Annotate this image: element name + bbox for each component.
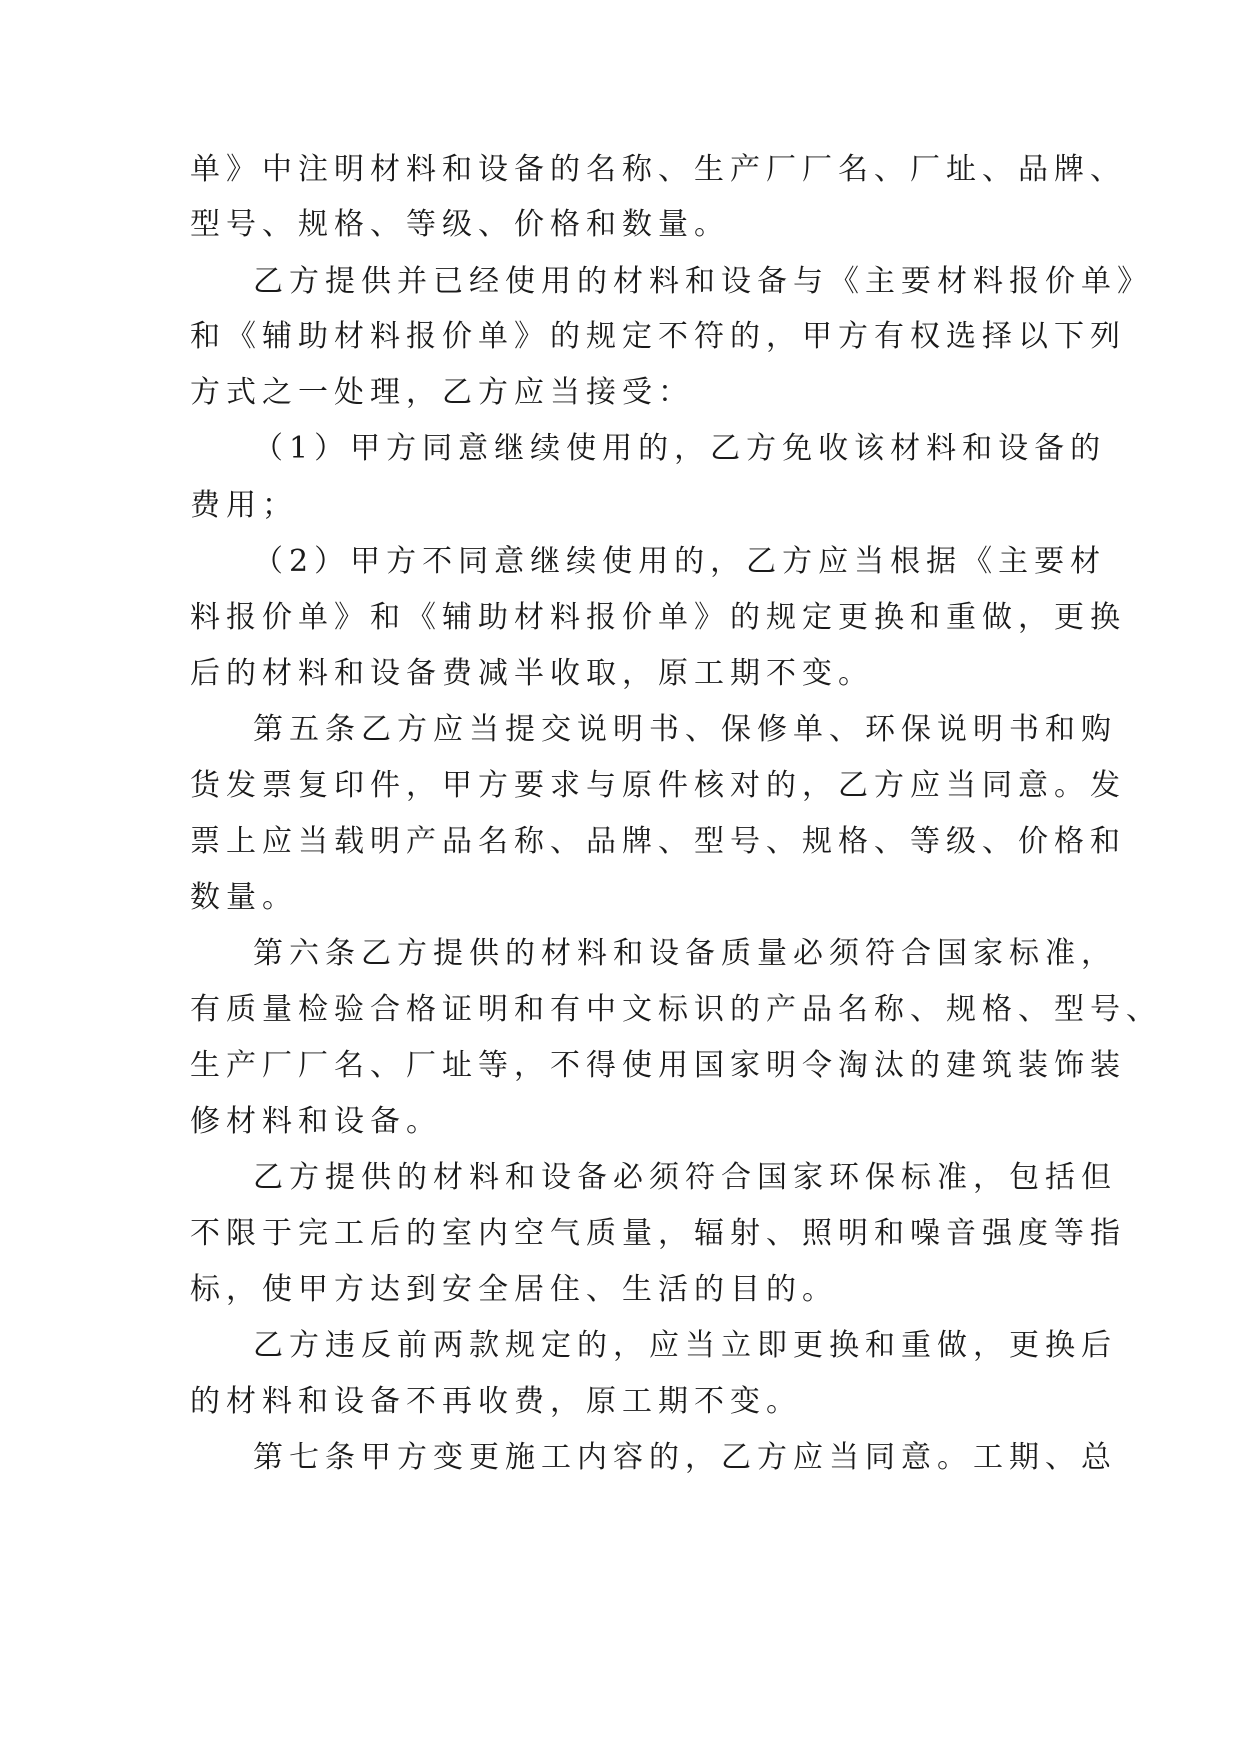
text-line: 和《辅助材料报价单》的规定不符的，甲方有权选择以下列 [190,319,1126,354]
article-6-start: 第六条乙方提供的材料和设备质量必须符合国家标准， [253,936,1117,971]
text-line: 标，使甲方达到安全居住、生活的目的。 [190,1272,838,1307]
text-line: 单》中注明材料和设备的名称、生产厂厂名、厂址、品牌、 [190,152,1126,187]
text-line: 数量。 [190,880,298,915]
text-line: 后的材料和设备费减半收取，原工期不变。 [190,656,874,691]
article-5-start: 第五条乙方应当提交说明书、保修单、环保说明书和购 [253,712,1117,747]
paragraph-start: 乙方提供并已经使用的材料和设备与《主要材料报价单》 [253,264,1153,299]
text-line: 生产厂厂名、厂址等，不得使用国家明令淘汰的建筑装饰装 [190,1048,1126,1083]
article-7-start: 第七条甲方变更施工内容的，乙方应当同意。工期、总 [253,1440,1117,1475]
paragraph-start: 乙方提供的材料和设备必须符合国家环保标准，包括但 [253,1160,1117,1195]
text-line: 修材料和设备。 [190,1104,442,1139]
text-line: 有质量检验合格证明和有中文标识的产品名称、规格、型号、 [190,992,1162,1027]
text-line: 的材料和设备不再收费，原工期不变。 [190,1384,802,1419]
paragraph-start: 乙方违反前两款规定的，应当立即更换和重做，更换后 [253,1328,1117,1363]
text-line: 料报价单》和《辅助材料报价单》的规定更换和重做，更换 [190,600,1126,635]
text-line: 不限于完工后的室内空气质量，辐射、照明和噪音强度等指 [190,1216,1126,1251]
text-line: 方式之一处理，乙方应当接受： [190,375,694,410]
text-line: 费用； [190,488,298,523]
text-line: 型号、规格、等级、价格和数量。 [190,207,730,242]
text-line: 货发票复印件，甲方要求与原件核对的，乙方应当同意。发 [190,768,1126,803]
list-item-1: （1）甲方同意继续使用的，乙方免收该材料和设备的 [253,431,1107,466]
text-line: 票上应当载明产品名称、品牌、型号、规格、等级、价格和 [190,824,1126,859]
list-item-2: （2）甲方不同意继续使用的，乙方应当根据《主要材 [253,544,1107,579]
